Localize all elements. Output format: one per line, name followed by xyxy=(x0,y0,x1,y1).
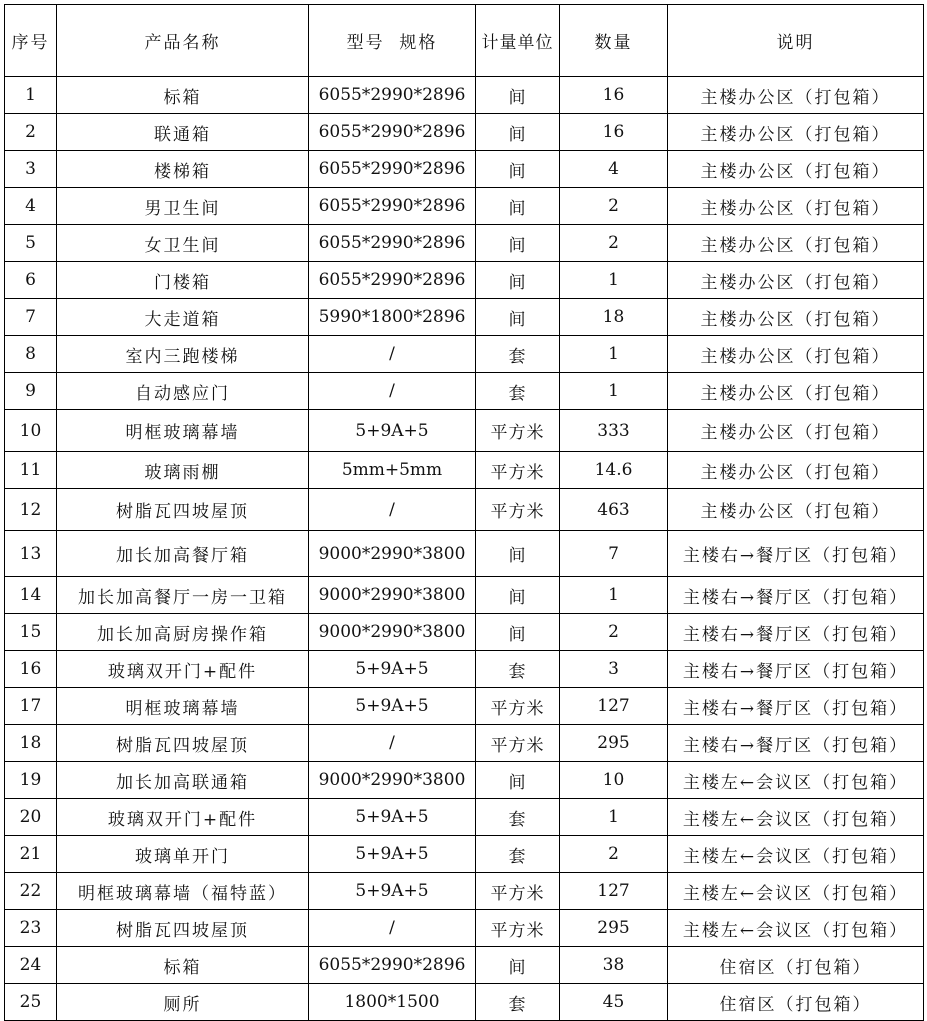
table-row xyxy=(5,114,924,151)
cell-desc: 主楼左←会议区（打包箱） xyxy=(668,799,924,836)
cell-qty: 16 xyxy=(560,77,668,114)
cell-desc: 主楼办公区（打包箱） xyxy=(668,299,924,336)
cell-qty: 2 xyxy=(560,836,668,873)
cell-spec: 5+9A+5 xyxy=(309,799,476,836)
cell-unit: 套 xyxy=(476,836,560,873)
cell-desc: 主楼右→餐厅区（打包箱） xyxy=(668,531,924,577)
cell-desc: 主楼办公区（打包箱） xyxy=(668,225,924,262)
cell-spec: / xyxy=(309,373,476,410)
cell-index: 17 xyxy=(5,688,57,725)
cell-qty: 463 xyxy=(560,489,668,531)
table-row xyxy=(5,410,924,452)
table-row xyxy=(5,651,924,688)
table-row xyxy=(5,452,924,489)
cell-spec: 6055*2990*2896 xyxy=(309,151,476,188)
table-row xyxy=(5,373,924,410)
header-name: 产品名称 xyxy=(57,5,309,77)
cell-index: 13 xyxy=(5,531,57,577)
table-row xyxy=(5,77,924,114)
cell-desc: 主楼右→餐厅区（打包箱） xyxy=(668,725,924,762)
cell-unit: 间 xyxy=(476,151,560,188)
cell-spec: 6055*2990*2896 xyxy=(309,225,476,262)
cell-desc: 主楼办公区（打包箱） xyxy=(668,151,924,188)
table-row xyxy=(5,262,924,299)
cell-spec: 5mm+5mm xyxy=(309,452,476,489)
cell-unit: 间 xyxy=(476,577,560,614)
cell-name: 玻璃双开门+配件 xyxy=(57,799,309,836)
cell-desc: 主楼办公区（打包箱） xyxy=(668,114,924,151)
cell-index: 23 xyxy=(5,910,57,947)
cell-name: 女卫生间 xyxy=(57,225,309,262)
cell-qty: 333 xyxy=(560,410,668,452)
table-row xyxy=(5,873,924,910)
cell-unit: 间 xyxy=(476,114,560,151)
cell-desc: 主楼左←会议区（打包箱） xyxy=(668,910,924,947)
cell-index: 8 xyxy=(5,336,57,373)
cell-index: 3 xyxy=(5,151,57,188)
cell-name: 厕所 xyxy=(57,984,309,1021)
cell-unit: 平方米 xyxy=(476,873,560,910)
cell-index: 10 xyxy=(5,410,57,452)
cell-index: 15 xyxy=(5,614,57,651)
cell-qty: 2 xyxy=(560,188,668,225)
header-spec: 型号 规格 xyxy=(309,5,476,77)
cell-qty: 10 xyxy=(560,762,668,799)
header-index: 序号 xyxy=(5,5,57,77)
cell-spec: / xyxy=(309,910,476,947)
header-unit: 计量单位 xyxy=(476,5,560,77)
cell-index: 18 xyxy=(5,725,57,762)
cell-unit: 间 xyxy=(476,225,560,262)
cell-spec: 5+9A+5 xyxy=(309,836,476,873)
cell-unit: 套 xyxy=(476,984,560,1021)
cell-qty: 2 xyxy=(560,225,668,262)
cell-qty: 14.6 xyxy=(560,452,668,489)
cell-name: 明框玻璃幕墙 xyxy=(57,410,309,452)
cell-spec: 1800*1500 xyxy=(309,984,476,1021)
cell-spec: 5+9A+5 xyxy=(309,651,476,688)
cell-unit: 间 xyxy=(476,531,560,577)
cell-spec: 6055*2990*2896 xyxy=(309,188,476,225)
cell-desc: 主楼左←会议区（打包箱） xyxy=(668,873,924,910)
cell-index: 7 xyxy=(5,299,57,336)
cell-desc: 主楼右→餐厅区（打包箱） xyxy=(668,651,924,688)
cell-index: 25 xyxy=(5,984,57,1021)
cell-unit: 平方米 xyxy=(476,910,560,947)
cell-index: 12 xyxy=(5,489,57,531)
cell-name: 加长加高联通箱 xyxy=(57,762,309,799)
cell-unit: 平方米 xyxy=(476,725,560,762)
cell-name: 树脂瓦四坡屋顶 xyxy=(57,489,309,531)
table-row xyxy=(5,984,924,1021)
cell-qty: 45 xyxy=(560,984,668,1021)
cell-qty: 2 xyxy=(560,614,668,651)
cell-unit: 平方米 xyxy=(476,489,560,531)
cell-spec: 6055*2990*2896 xyxy=(309,262,476,299)
header-desc: 说明 xyxy=(668,5,924,77)
cell-index: 2 xyxy=(5,114,57,151)
cell-index: 9 xyxy=(5,373,57,410)
cell-qty: 1 xyxy=(560,577,668,614)
cell-spec: 6055*2990*2896 xyxy=(309,77,476,114)
cell-unit: 套 xyxy=(476,336,560,373)
header-qty: 数量 xyxy=(560,5,668,77)
cell-unit: 间 xyxy=(476,614,560,651)
table-row xyxy=(5,531,924,577)
cell-desc: 主楼左←会议区（打包箱） xyxy=(668,836,924,873)
cell-name: 玻璃雨棚 xyxy=(57,452,309,489)
cell-qty: 3 xyxy=(560,651,668,688)
table-row xyxy=(5,577,924,614)
cell-name: 加长加高厨房操作箱 xyxy=(57,614,309,651)
table-row xyxy=(5,947,924,984)
cell-desc: 主楼左←会议区（打包箱） xyxy=(668,762,924,799)
cell-desc: 主楼办公区（打包箱） xyxy=(668,262,924,299)
cell-unit: 间 xyxy=(476,77,560,114)
cell-desc: 主楼办公区（打包箱） xyxy=(668,77,924,114)
cell-desc: 主楼办公区（打包箱） xyxy=(668,452,924,489)
cell-desc: 主楼办公区（打包箱） xyxy=(668,489,924,531)
cell-desc: 主楼右→餐厅区（打包箱） xyxy=(668,577,924,614)
cell-spec: 5+9A+5 xyxy=(309,873,476,910)
table-row xyxy=(5,836,924,873)
table-row xyxy=(5,151,924,188)
product-table xyxy=(4,4,924,1021)
cell-qty: 7 xyxy=(560,531,668,577)
cell-name: 树脂瓦四坡屋顶 xyxy=(57,725,309,762)
table-row xyxy=(5,299,924,336)
cell-index: 21 xyxy=(5,836,57,873)
cell-qty: 38 xyxy=(560,947,668,984)
cell-index: 24 xyxy=(5,947,57,984)
table-row xyxy=(5,489,924,531)
cell-spec: 9000*2990*3800 xyxy=(309,614,476,651)
cell-name: 明框玻璃幕墙（福特蓝） xyxy=(57,873,309,910)
cell-spec: 5+9A+5 xyxy=(309,410,476,452)
cell-index: 22 xyxy=(5,873,57,910)
cell-qty: 16 xyxy=(560,114,668,151)
table-row xyxy=(5,799,924,836)
cell-unit: 间 xyxy=(476,262,560,299)
table-row xyxy=(5,188,924,225)
cell-name: 大走道箱 xyxy=(57,299,309,336)
cell-desc: 住宿区（打包箱） xyxy=(668,984,924,1021)
cell-spec: / xyxy=(309,489,476,531)
cell-unit: 平方米 xyxy=(476,688,560,725)
cell-name: 室内三跑楼梯 xyxy=(57,336,309,373)
cell-index: 5 xyxy=(5,225,57,262)
cell-name: 玻璃双开门+配件 xyxy=(57,651,309,688)
cell-spec: 5+9A+5 xyxy=(309,688,476,725)
table-row xyxy=(5,336,924,373)
cell-spec: / xyxy=(309,336,476,373)
cell-name: 门楼箱 xyxy=(57,262,309,299)
cell-desc: 主楼办公区（打包箱） xyxy=(668,410,924,452)
cell-qty: 1 xyxy=(560,262,668,299)
cell-qty: 295 xyxy=(560,725,668,762)
cell-qty: 4 xyxy=(560,151,668,188)
cell-name: 男卫生间 xyxy=(57,188,309,225)
cell-qty: 1 xyxy=(560,336,668,373)
cell-index: 20 xyxy=(5,799,57,836)
cell-spec: / xyxy=(309,725,476,762)
cell-index: 1 xyxy=(5,77,57,114)
table-row xyxy=(5,688,924,725)
cell-unit: 套 xyxy=(476,651,560,688)
cell-index: 14 xyxy=(5,577,57,614)
cell-index: 16 xyxy=(5,651,57,688)
cell-qty: 127 xyxy=(560,688,668,725)
table-header-row xyxy=(5,5,924,77)
cell-desc: 主楼办公区（打包箱） xyxy=(668,188,924,225)
cell-index: 11 xyxy=(5,452,57,489)
cell-spec: 5990*1800*2896 xyxy=(309,299,476,336)
cell-unit: 间 xyxy=(476,299,560,336)
cell-qty: 1 xyxy=(560,799,668,836)
table-row xyxy=(5,762,924,799)
cell-index: 19 xyxy=(5,762,57,799)
cell-name: 标箱 xyxy=(57,77,309,114)
cell-qty: 18 xyxy=(560,299,668,336)
table-row xyxy=(5,614,924,651)
cell-unit: 间 xyxy=(476,947,560,984)
table-row xyxy=(5,725,924,762)
table-row xyxy=(5,910,924,947)
cell-unit: 平方米 xyxy=(476,452,560,489)
cell-desc: 主楼右→餐厅区（打包箱） xyxy=(668,614,924,651)
cell-unit: 平方米 xyxy=(476,410,560,452)
table-row xyxy=(5,225,924,262)
cell-qty: 127 xyxy=(560,873,668,910)
cell-spec: 9000*2990*3800 xyxy=(309,762,476,799)
cell-name: 加长加高餐厅一房一卫箱 xyxy=(57,577,309,614)
cell-name: 加长加高餐厅箱 xyxy=(57,531,309,577)
cell-unit: 间 xyxy=(476,188,560,225)
cell-index: 6 xyxy=(5,262,57,299)
cell-unit: 套 xyxy=(476,799,560,836)
cell-name: 楼梯箱 xyxy=(57,151,309,188)
cell-index: 4 xyxy=(5,188,57,225)
cell-name: 联通箱 xyxy=(57,114,309,151)
cell-spec: 9000*2990*3800 xyxy=(309,531,476,577)
cell-qty: 1 xyxy=(560,373,668,410)
cell-name: 树脂瓦四坡屋顶 xyxy=(57,910,309,947)
cell-spec: 6055*2990*2896 xyxy=(309,114,476,151)
cell-desc: 住宿区（打包箱） xyxy=(668,947,924,984)
cell-desc: 主楼办公区（打包箱） xyxy=(668,373,924,410)
cell-spec: 6055*2990*2896 xyxy=(309,947,476,984)
cell-name: 自动感应门 xyxy=(57,373,309,410)
cell-unit: 套 xyxy=(476,373,560,410)
cell-qty: 295 xyxy=(560,910,668,947)
cell-spec: 9000*2990*3800 xyxy=(309,577,476,614)
cell-unit: 间 xyxy=(476,762,560,799)
cell-name: 玻璃单开门 xyxy=(57,836,309,873)
cell-name: 标箱 xyxy=(57,947,309,984)
cell-desc: 主楼办公区（打包箱） xyxy=(668,336,924,373)
cell-name: 明框玻璃幕墙 xyxy=(57,688,309,725)
cell-desc: 主楼右→餐厅区（打包箱） xyxy=(668,688,924,725)
